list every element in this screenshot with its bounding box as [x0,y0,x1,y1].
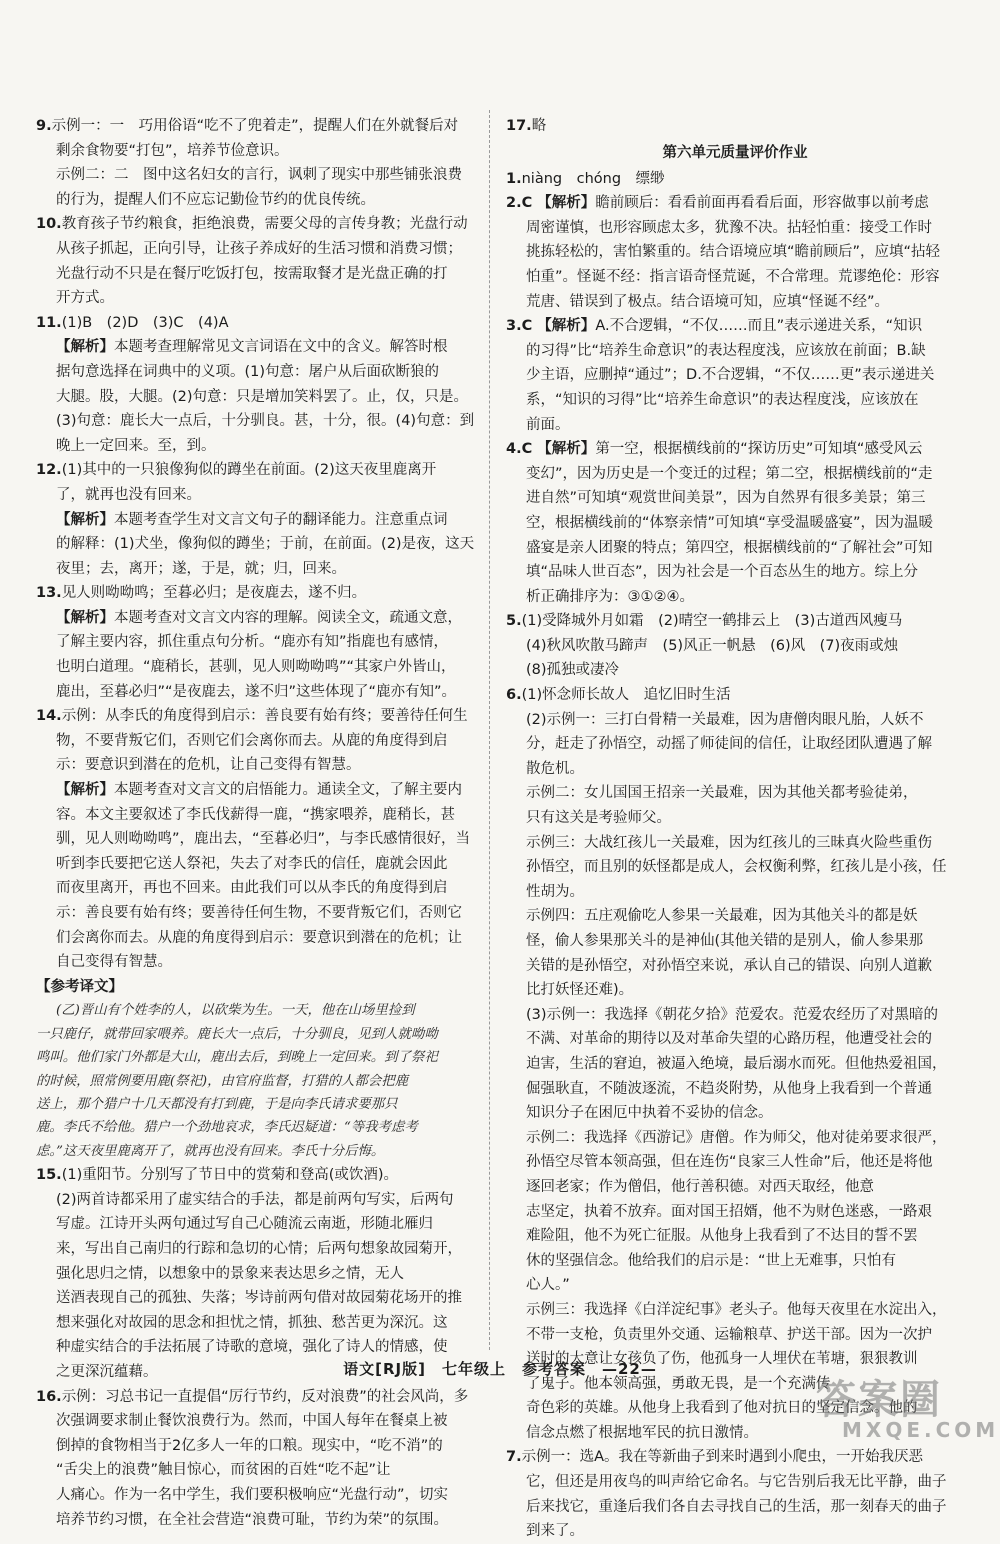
answer-line [506,954,964,979]
line-text: 开方式。 [56,290,114,307]
answer-line [506,1273,964,1298]
answer-line [36,311,478,336]
line-text: 性胡为。 [526,883,584,900]
answer-line [36,163,478,188]
answer-line [36,999,478,1022]
watermark-logo [808,1368,1000,1446]
question-number: 12. [36,462,62,479]
answer-line [36,483,478,508]
line-text: 容。本文主要叙述了李氏伐薪得一鹿，“携家喂养，鹿稍长，甚 [56,806,456,823]
line-text: 教育孩子节约粮食，拒绝浪费，需要父母的言传身教；光盘行动 [61,216,468,233]
left-column [36,114,478,1532]
answer-line [506,1298,964,1323]
answer-line [36,385,478,410]
watermark-text: 答案圈 [816,1377,942,1423]
line-text: 怪，偷人参果那关斗的是神仙(其他关错的是别人，偷人参果那 [526,933,924,949]
answer-line [36,434,478,459]
line-text: 荒唐、错误到了极点。结合语境可知，应填“怪诞不经”。 [526,293,890,310]
line-text: 之更深沉蕴藉。 [56,1363,158,1380]
answer-line [506,1077,964,1102]
line-text: 示例：习总书记一直提倡“厉行节约，反对浪费”的社会风尚，多 [61,1388,469,1405]
question-number: 16. [36,1388,62,1405]
line-text: “舌尖上的浪费”触目惊心，而贫困的百姓“吃不起”让 [56,1462,391,1479]
answer-line [36,188,478,213]
answer-line [36,237,478,262]
line-text: 略 [531,118,547,134]
answer-line [36,975,478,1000]
answer-line [36,950,478,975]
answer-line [36,680,478,705]
line-text: 虑。”这天夜里鹿离开了，就再也没有回来。李氏十分后悔。 [36,1143,385,1159]
answer-line [36,1434,478,1459]
line-text: 示例三：大战红孩儿一关最难，因为红孩儿的三昧真火险些重伤 [526,834,932,851]
line-text: 不带一支枪，负责里外交通、运输粮草、护送干部。因为一次护 [526,1326,932,1343]
line-text: (3)句意：鹿长大一点后，十分驯良。甚，十分，很。(4)句意：到 [56,413,475,430]
line-text: 逐回老家；作为僧侣，他行善积德。对西天取经，他意 [526,1178,874,1195]
line-text: 倒掉的食物相当于2亿多人一年的口粮。现实中，“吃不消”的 [56,1437,443,1454]
line-text: 的行为，提醒人们不应忘记勤俭节约的优良传统。 [56,191,375,208]
question-number: 15. [36,1167,62,1184]
answer-line [506,1101,964,1126]
line-text: 本题考查理解常见文言词语在文中的含义。解答时根 [114,339,448,356]
question-number: 7. [506,1449,522,1466]
answer-line [36,581,478,606]
line-text: 来，写出自己南归的行踪和急切的心情；后两句想象故园菊开， [56,1241,462,1257]
line-text: (1)怀念师长故人 追忆旧时生活 [521,687,731,704]
answer-line [506,1323,964,1348]
answer-line [36,335,478,360]
line-text: 见人则呦呦鸣；至暮必归；是夜鹿去，遂不归。 [61,585,367,602]
answer-line [506,658,964,683]
line-text: 送酒表现自己的孤独、失落；岑诗前两句借对故园菊花场开的推 [56,1290,462,1307]
answer-line [36,1508,478,1533]
line-text: (3)示例一：我选择《朝花夕拾》范爱农。范爱农经历了对黑暗的 [526,1006,939,1023]
line-text: 志坚定，执着不放弃。面对国王招婿，他不为财色迷惑，一路艰 [526,1203,932,1220]
line-text: 示例三：我选择《白洋淀纪事》老头子。他每天夜里在水淀出入， [526,1301,947,1318]
question-number: 9. [36,118,52,134]
answer-line [36,1409,478,1434]
line-text: 迫害，生活的窘迫，被逼入绝境，最后溺水而死。但他热爱祖国， [526,1055,947,1072]
line-text: 本题考查学生对文言文句子的翻译能力。注意重点词 [114,511,448,528]
line-text: 次强调要求制止餐饮浪费行为。然而，中国人每年在餐桌上被 [56,1413,448,1430]
answer-line [36,876,478,901]
answer-line [36,1093,478,1116]
answer-line [506,462,964,487]
line-text: 自己变得有智慧。 [56,954,172,971]
answer-line [506,708,964,733]
watermark-url: MXQE.COM [842,1418,1000,1442]
answer-line [506,978,964,1003]
line-text: 周密谨慎，也形容顾虑太多，犹豫不决。拈轻怕重：接受工作时 [526,219,932,236]
answer-line [36,114,478,139]
section-title: 第六单元质量评价作业 [662,144,808,161]
question-number: 5. [506,613,522,630]
question-number: 6. [506,687,522,704]
answer-line [506,511,964,536]
line-text: 散危机。 [526,760,584,777]
answer-line [506,1470,964,1495]
line-text: 示例一：一 巧用俗语“吃不了兜着走”，提醒人们在外就餐后对 [51,118,459,134]
question-number: 10. [36,216,62,233]
column-divider [489,110,490,1350]
line-text: 鹿。李氏不给他。猎户一个劲地哀求，李氏迟疑道：“等我考虑考 [36,1120,418,1136]
line-text: 驯，见人则呦呦鸣”，鹿出去，“至暮必归”，与李氏感情很好，当 [56,831,471,848]
answer-line [506,437,964,462]
line-text: 前面。 [526,416,570,433]
line-text: 本题考查对文言文内容的理解。阅读全文，疏通文意， [114,609,462,626]
line-text: 了鬼子。他本领高强，勇敢无畏，是一个充满传 [526,1375,831,1392]
answer-line [36,1483,478,1508]
line-text: 而夜里离开，再也不回来。由此我们可以从李氏的角度得到启 [56,880,448,897]
answer-line [36,803,478,828]
answer-line [36,557,478,582]
line-text: A.不合逻辑，“不仅……而且”表示递进关系，“知识 [595,318,923,335]
analysis-tag: 【参考译文】 [36,978,123,995]
answer-line [506,880,964,905]
line-text: 示：善良要有始有终；要善待任何生物，不要背叛它们，否则它 [56,905,462,921]
question-number: 13. [36,585,62,602]
question-number: 1. [506,170,522,187]
line-text: 示例二：二 图中这名妇女的言行，讽刺了现实中那些铺张浪费 [56,167,462,184]
answer-line [36,926,478,951]
line-text: 比打妖怪还难)。 [526,982,634,999]
answer-line [36,1070,478,1093]
analysis-tag: C 【解析】 [521,318,596,335]
answer-line [36,1188,478,1213]
answer-line [506,609,964,634]
line-text: 送时的大意让女孩负了伤，他孤身一人埋伏在苇塘，狠狠教训 [526,1351,918,1368]
answer-line [36,360,478,385]
line-text: 写虚。江诗开头两句通过写自己心随流云南逝，形随北雁归 [56,1216,433,1233]
question-number: 2. [506,195,522,212]
line-text: 析正确排序为：③①②④。 [526,588,694,605]
answer-line [506,855,964,880]
answer-line [36,532,478,557]
line-text: 不满、对革命的期待以及对革命失望的心路历程，他遭受社会的 [526,1031,932,1048]
line-text: 变幻”，因为历史是一个变迁的过程；第二空，根据横线前的“走 [526,465,933,482]
answer-line [36,1023,478,1046]
line-text: 示例二：女儿国国王招亲一关最难，因为其他关都考验徒弟， [526,785,918,802]
answer-line [506,486,964,511]
answer-line [506,339,964,364]
line-text: 知识分子在困厄中执着不妥协的信念。 [526,1105,773,1122]
answer-line [506,1519,964,1544]
line-text: (2)示例一：三打白骨精一关最难，因为唐僧肉眼凡胎，人妖不 [526,711,924,728]
line-text: (2)两首诗都采用了虚实结合的手法，都是前两句写实，后两句 [56,1191,454,1208]
answer-line [36,409,478,434]
right-column [506,114,964,1544]
answer-line [36,1385,478,1410]
answer-line [506,114,964,139]
answer-line [506,1224,964,1249]
question-number: 3. [506,318,522,335]
line-text: 的解释：(1)犬坐，像狗似的蹲坐；于前，在前面。(2)是夜，这天 [56,536,475,553]
line-text: 示：要意识到潜在的危机，让自己变得有智慧。 [56,757,361,774]
line-text: 到来了。 [526,1523,584,1540]
answer-line [36,827,478,852]
answer-line [506,1175,964,1200]
answer-line [36,1262,478,1287]
answer-line [36,1311,478,1336]
line-text: 示例：从李氏的角度得到启示：善良要有始有终；要善待任何生 [61,708,468,725]
analysis-tag: C 【解析】 [521,195,596,212]
line-text: 了，就再也没有回来。 [56,486,201,503]
line-text: 光盘行动不只是在餐厅吃饭打包，按需取餐才是光盘正确的打 [56,265,448,282]
line-text: 关错的是孙悟空，对孙悟空来说，承认自己的错误、向别人道歉 [526,957,932,974]
answer-line [36,753,478,778]
line-text: 示例四：五庄观偷吃人参果一关最难，因为其他关斗的都是妖 [526,908,918,925]
answer-line [506,314,964,339]
line-text: 它，但还是用夜鸟的叫声给它命名。与它告别后我无比平静，曲子 [526,1474,947,1491]
answer-line [506,191,964,216]
answer-line [36,1335,478,1360]
answer-line [506,265,964,290]
analysis-tag: 【解析】 [56,609,114,626]
answer-line [36,1237,478,1262]
answer-line [36,458,478,483]
line-text: 培养节约习惯，在全社会营造“浪费可耻，节约为荣”的氛围。 [56,1511,449,1528]
answer-line [36,852,478,877]
answer-line [506,929,964,954]
answer-line [506,585,964,610]
question-number: 11. [36,314,62,331]
line-text: 夜里；去，离开；遂，于是，就；归，回来。 [56,560,346,577]
answer-line [506,1052,964,1077]
answer-line [506,732,964,757]
line-text: 空，根据横线前的“体察亲情”可知填“享受温暖盛宴”，因为温暖 [526,514,934,531]
answer-line [506,1200,964,1225]
line-text: (8)孤独或凄冷 [526,662,620,679]
line-text: 进自然”可知填“观赏世间美景”，因为自然界有很多美景；第三 [526,490,926,507]
line-text: 孙悟空尽管本领高强，但在连伤“良家三人性命”后，他还是将他 [526,1154,933,1171]
answer-line [506,781,964,806]
answer-line [506,1495,964,1520]
question-number: 14. [36,708,62,725]
answer-line [36,606,478,631]
line-text: 从孩子抓起，正向引导，让孩子养成好的生活习惯和消费习惯； [56,240,462,257]
answer-line [506,536,964,561]
answer-line [506,216,964,241]
answer-line [506,806,964,831]
answer-line [36,1163,478,1188]
line-text: 送上，那个猎户十几天都没有打到鹿，于是向李氏请求要那只 [36,1097,398,1112]
answer-line [36,139,478,164]
line-text: 大腿。股，大腿。(2)句意：只是增加笑料罢了。止，仅，只是。 [56,388,469,405]
line-text: (乙)晋山有个姓李的人，以砍柴为生。一天，他在山场里捡到 [56,1003,415,1019]
line-text: 剩余食物要“打包”，培养节俭意识。 [56,142,289,159]
answer-line [36,778,478,803]
line-text: 第一空，根据横线前的“探访历史”可知填“感受风云 [595,441,923,458]
answer-line [506,1126,964,1151]
line-text: 种虚实结合的手法拓展了诗歌的意境，强化了诗人的情感，使 [56,1339,448,1356]
line-text: 人痛心。作为一名中学生，我们要积极响应“光盘行动”，切实 [56,1486,449,1503]
line-text: 瞻前顾后：看看前面再看看后面，形容做事以前考虑 [595,195,929,212]
answer-line [36,901,478,926]
answer-line [36,1116,478,1139]
line-text: 本题考查对文言文的启悟能力。通读全文，了解主要内 [114,782,462,799]
answer-line [36,508,478,533]
line-text: 只有这关是考验师父。 [526,810,671,827]
line-text: 心人。” [526,1277,570,1294]
answer-line [506,1027,964,1052]
line-text: 填“品味人世百态”，因为社会是一个百态丛生的地方。综上分 [526,564,919,581]
answer-line [36,729,478,754]
answer-line [36,1212,478,1237]
line-text: 倔强耿直，不随波逐流，不趋炎附势，从他身上我看到一个普通 [526,1080,932,1097]
answer-line [36,1286,478,1311]
analysis-tag: 【解析】 [56,511,114,528]
line-text: 的习得”比“培养生命意识”的表达程度浅，应该放在前面；B.缺 [526,342,926,359]
line-text: 们会离你而去。从鹿的角度得到启示：要意识到潜在的危机；让 [56,929,462,946]
line-text: 后来找它，重逢后我们各自去寻找自己的生活，那一刻春天的曲子 [526,1498,947,1515]
answer-line [36,286,478,311]
line-text: 休的坚强信念。他给我们的启示是：“世上无难事，只怕有 [526,1252,897,1269]
question-number: 4. [506,441,522,458]
line-text: 怕重”。怪诞不经：指言语奇怪荒诞，不合常理。荒谬绝伦：形容 [526,268,940,285]
answer-line [506,683,964,708]
answer-line [506,1445,964,1470]
answer-line [506,388,964,413]
line-text: 了解主要内容，抓住重点句分析。“鹿亦有知”指鹿也有感情， [56,634,449,651]
line-text: 盛宴是亲人团聚的特点；第四空，根据横线前的“了解社会”可知 [526,539,933,556]
answer-line [506,1150,964,1175]
line-text: 物，不要背叛它们，否则它们会离你而去。从鹿的角度得到启 [56,732,448,749]
analysis-tag: C 【解析】 [521,441,596,458]
answer-line [506,560,964,585]
line-text: (1)B (2)D (3)C (4)A [61,314,229,331]
line-text: 示例一：选A。我在等新曲子到来时遇到小爬虫，一开始我厌恶 [521,1449,924,1466]
line-text: 孙悟空，而且别的妖怪都是成人，会权衡利弊，红孩儿是小孩，任 [526,859,947,876]
answer-line [506,1003,964,1028]
answer-line [36,1046,478,1069]
answer-line [506,634,964,659]
line-text: 系，“知识的习得”比“培养生命意识”的表达程度浅，应该放在 [526,391,919,408]
line-text: 鹿出，至暮必归”“是夜鹿去，遂不归”这些体现了“鹿亦有知”。 [56,683,457,700]
line-text: 想来强化对故园的思念和担忧之情，抓独、愁苦更为深沉。这 [56,1314,448,1331]
answer-line [506,290,964,315]
analysis-tag: 【解析】 [56,339,114,356]
answer-line [506,167,964,192]
answer-line [36,212,478,237]
answer-line [506,757,964,782]
answer-line [36,1458,478,1483]
answer-line [36,655,478,680]
line-text: (4)秋风吹散马蹄声 (5)风正一帆悬 (6)风 (7)夜雨或烛 [526,637,899,654]
line-text: (1)重阳节。分别写了节日中的赏菊和登高(或饮酒)。 [61,1167,399,1184]
line-text: (1)其中的一只狼像狗似的蹲坐在前面。(2)这天夜里鹿离开 [61,462,437,479]
answer-line [36,262,478,287]
answer-line [506,831,964,856]
answer-line [506,904,964,929]
line-text: 晚上一定回来。至，到。 [56,437,216,454]
answer-line [36,630,478,655]
question-number: 17. [506,118,532,134]
line-text: 听到李氏要把它送人祭祀，失去了对李氏的信任，鹿就会因此 [56,855,448,872]
line-text: 的时候，照常例要用鹿(祭祀)，由官府监督，打猎的人都会把鹿 [36,1073,408,1089]
line-text: 难险阻，他不为死亡征服。从他身上我看到了不达目的誓不罢 [526,1228,918,1245]
line-text: 示例二：我选择《西游记》唐僧。作为师父，他对徒弟要求很严， [526,1129,947,1146]
line-text: (1)受降城外月如霜 (2)晴空一鹤排云上 (3)古道西风瘦马 [521,613,903,630]
line-text: 挑拣轻松的，害怕繁重的。结合语境应填“瞻前顾后”，应填“拈轻 [526,244,941,261]
line-text: 强化思归之情，以想象中的景象来表达思乡之情，无人 [56,1265,404,1282]
answer-line [36,1140,478,1163]
answer-line [506,1249,964,1274]
page-footer: 语文[RJ版] 七年级上 参考答案 —22— [343,1360,657,1378]
line-text: 一只鹿仔，就带回家喂养。鹿长大一点后，十分驯良，见到人就呦呦 [36,1026,438,1042]
line-text: 鸣叫。他们家门外都是大山，鹿出去后，到晚上一定回来。到了祭祀 [36,1050,438,1066]
line-text: 信念点燃了根据地军民的抗日激情。 [526,1424,758,1441]
answer-line [506,240,964,265]
analysis-tag: 【解析】 [56,782,114,799]
answer-line [506,363,964,388]
answer-line [506,413,964,438]
line-text: 也明白道理。“鹿稍长，甚驯，见人则呦呦鸣”“其家户外皆山， [56,659,456,676]
line-text: 奇色彩的英雄。从他身上我看到了他对抗日的坚定信念。他的 [526,1400,918,1417]
line-text: niàng chóng 缥缈 [521,170,665,187]
line-text: 少主语，应删掉“通过”；D.不合逻辑，“不仅……更”表示递进关 [526,367,935,384]
line-text: 据句意选择在词典中的义项。(1)句意：屠户从后面砍断狼的 [56,363,440,380]
answer-line [36,704,478,729]
line-text: 分，赶走了孙悟空，动摇了师徒间的信任，让取经团队遭遇了解 [526,736,932,753]
